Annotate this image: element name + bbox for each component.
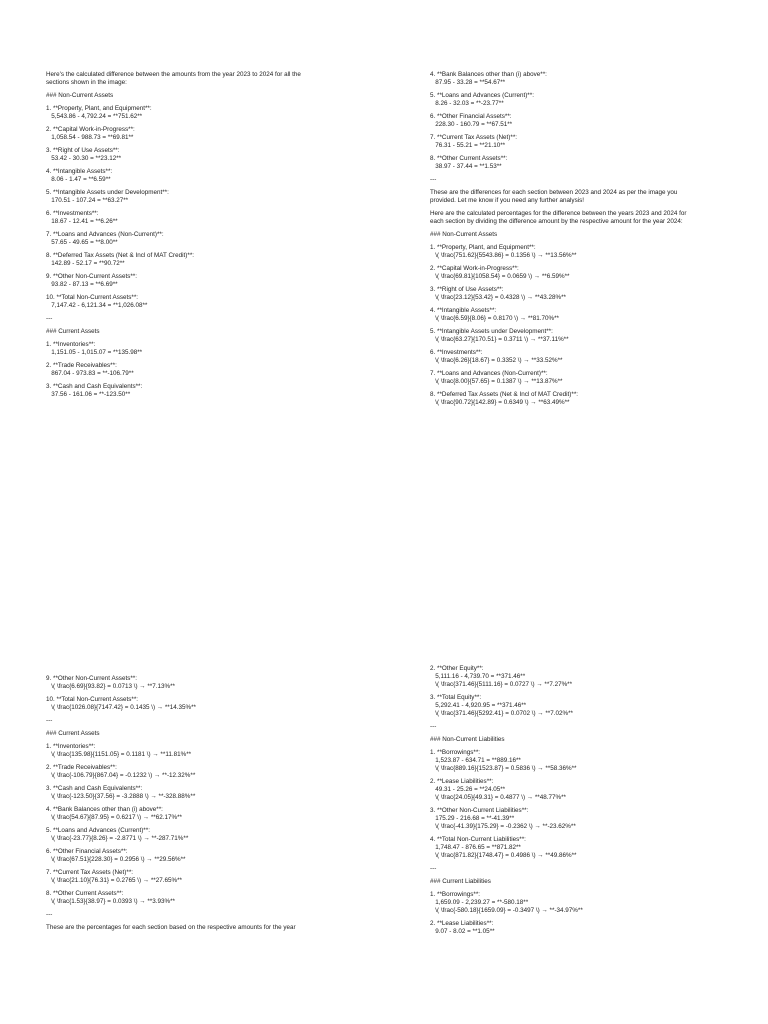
text-line: 1,151.05 - 1,015.07 = **135.98** — [46, 349, 143, 356]
text-line: \( \frac{135.98}{1151.05} = 0.1181 \) → **11.81%** — [46, 751, 192, 758]
text-block — [430, 349, 730, 365]
text-block — [46, 717, 346, 725]
text-line: 1. **Property, Plant, and Equipment**: — [46, 105, 152, 112]
text-line: 7. **Current Tax Assets (Net)**: — [430, 134, 518, 141]
text-block — [430, 370, 730, 386]
text-line: 1,058.54 - 988.73 = **69.81** — [46, 134, 134, 141]
text-line: 6. **Investments**: — [46, 210, 99, 217]
text-block — [430, 749, 730, 773]
text-line: \( \frac{1026.08}{7147.42} = 0.1435 \) → **14.35%** — [46, 704, 197, 711]
text-line: 18.67 - 12.41 = **6.26** — [46, 218, 118, 225]
text-line: 9. **Other Non-Current Assets**: — [46, 273, 137, 280]
text-block — [430, 244, 730, 260]
text-line: 7. **Loans and Advances (Non-Current)**: — [46, 231, 164, 238]
text-line: 1. **Inventories**: — [46, 341, 96, 348]
text-line: 2. **Other Equity**: — [430, 665, 484, 672]
paragraph-gap — [430, 407, 730, 412]
text-line: 5,543.86 - 4,792.24 = **751.62** — [46, 113, 143, 120]
text-line: 5. **Intangible Assets under Development**: — [430, 328, 553, 335]
text-block — [430, 694, 730, 718]
text-line: ### Current Liabilities — [430, 878, 491, 885]
text-line: \( \frac{67.51}{228.30} = 0.2956 \) → **29.56%** — [46, 856, 186, 863]
text-block — [430, 920, 730, 936]
text-line: 10. **Total Non-Current Assets**: — [46, 294, 139, 301]
text-line: \( \frac{21.10}{76.31} = 0.2765 \) → **27.65%** — [46, 877, 183, 884]
text-line: 53.42 - 30.30 = **23.12** — [46, 155, 122, 162]
text-line: 5,292.41 - 4,920.95 = **371.46** — [430, 702, 527, 709]
text-block — [46, 92, 346, 100]
text-block — [430, 189, 730, 205]
text-block — [430, 210, 730, 226]
text-line: ### Non-Current Assets — [430, 231, 498, 238]
text-block — [46, 785, 346, 801]
text-block — [430, 286, 730, 302]
text-block — [46, 147, 346, 163]
text-line: 170.51 - 107.24 = **63.27** — [46, 197, 129, 204]
text-line: \( \frac{1.53}{38.97} = 0.0393 \) → **3.93%** — [46, 898, 176, 905]
text-line: 7. **Loans and Advances (Non-Current)**: — [430, 370, 548, 377]
text-block — [46, 911, 346, 919]
text-line: 1. **Inventories**: — [46, 743, 96, 750]
text-block — [46, 764, 346, 780]
text-block — [46, 294, 346, 310]
page-bottom-right — [384, 512, 768, 1024]
text-line: \( \frac{-41.39}{175.29} = -0.2362 \) → **-23.62%** — [430, 823, 576, 830]
page-top-left — [0, 0, 384, 512]
text-line: 8. **Deferred Tax Assets (Net & Incl of MAT Credit)**: — [430, 391, 579, 398]
text-line: \( \frac{90.72}{142.89} = 0.6349 \) → **63.49%** — [430, 399, 570, 406]
text-line: 142.89 - 52.17 = **90.72** — [46, 260, 125, 267]
text-line: 3. **Right of Use Assets**: — [430, 286, 504, 293]
text-line: 8.26 - 32.03 = **-23.77** — [430, 100, 504, 107]
text-line: 10. **Total Non-Current Assets**: — [46, 696, 139, 703]
text-line: Here are the calculated percentages for the difference between the years 2023 and 2024 for — [430, 210, 687, 217]
paragraph-gap — [46, 932, 346, 937]
text-block — [46, 189, 346, 205]
text-block — [430, 807, 730, 831]
text-line: 1,748.47 - 876.65 = **871.82** — [430, 844, 521, 851]
text-line: \( \frac{889.16}{1523.87} = 0.5836 \) → **58.36%** — [430, 765, 577, 772]
text-line: 3. **Total Equity**: — [430, 694, 482, 701]
text-line: 2. **Capital Work-in-Progress**: — [46, 126, 135, 133]
text-line: These are the percentages for each section based on the respective amounts for the year — [46, 924, 296, 931]
text-block — [430, 865, 730, 873]
text-line: \( \frac{54.67}{87.95} = 0.6217 \) → **62.17%** — [46, 814, 183, 821]
text-line: 8. **Other Current Assets**: — [430, 155, 508, 162]
text-block — [46, 924, 346, 932]
text-line: \( \frac{871.82}{1748.47} = 0.4986 \) → **49.86%** — [430, 852, 577, 859]
text-line: provided. Let me know if you need any further analysis! — [430, 197, 585, 204]
text-line: 4. **Bank Balances other than (i) above**: — [430, 71, 547, 78]
page-content — [46, 675, 346, 937]
text-block — [46, 328, 346, 336]
text-line: 4. **Intangible Assets**: — [46, 168, 113, 175]
text-line: \( \frac{371.46}{5111.16} = 0.0727 \) → **7.27%** — [430, 681, 573, 688]
text-line: \( \frac{371.46}{5292.41} = 0.0702 \) → **7.02%** — [430, 710, 574, 717]
text-block — [430, 891, 730, 915]
text-block — [46, 71, 346, 87]
text-line: \( \frac{-106.79}{867.04} = -0.1232 \) → **-12.32%** — [46, 772, 196, 779]
text-line: 2. **Trade Receivables**: — [46, 362, 117, 369]
text-line: Here's the calculated difference between the amounts from the year 2023 to 2024 for all the — [46, 71, 301, 78]
text-line: 3. **Right of Use Assets**: — [46, 147, 120, 154]
text-block — [46, 315, 346, 323]
text-line: \( \frac{-123.50}{37.56} = -3.2888 \) → **-328.88%** — [46, 793, 196, 800]
text-line: 4. **Bank Balances other than (i) above**: — [46, 806, 163, 813]
text-block — [430, 723, 730, 731]
text-line: 49.31 - 25.26 = **24.05** — [430, 786, 506, 793]
page-top-right — [384, 0, 768, 512]
text-block — [46, 252, 346, 268]
text-block — [430, 665, 730, 689]
text-line: \( \frac{6.69}{93.82} = 0.0713 \) → **7.13%** — [46, 683, 176, 690]
text-line: ### Current Assets — [46, 328, 100, 335]
text-block — [46, 696, 346, 712]
text-line: --- — [46, 911, 53, 918]
text-line: \( \frac{-580.18}{1659.09} = -0.3497 \) → **-34.97%** — [430, 907, 583, 914]
text-block — [46, 848, 346, 864]
text-line: 6. **Other Financial Assets**: — [430, 113, 512, 120]
text-line: 3. **Cash and Cash Equivalents**: — [46, 383, 143, 390]
text-line: 8.06 - 1.47 = **6.59** — [46, 176, 111, 183]
text-line: 2. **Lease Liabilities**: — [430, 920, 494, 927]
text-line: 4. **Total Non-Current Liabilities**: — [430, 836, 526, 843]
text-line: 87.95 - 33.28 = **54.67** — [430, 79, 506, 86]
text-line: \( \frac{751.62}{5543.86} = 0.1356 \) → **13.56%** — [430, 252, 577, 259]
text-block — [430, 71, 730, 87]
paragraph-gap — [46, 399, 346, 404]
text-line: --- — [430, 176, 437, 183]
text-block — [46, 743, 346, 759]
text-line: 5. **Intangible Assets under Development**: — [46, 189, 169, 196]
text-block — [430, 92, 730, 108]
text-block — [46, 869, 346, 885]
text-line: 5. **Loans and Advances (Current)**: — [46, 827, 150, 834]
text-line: 7. **Current Tax Assets (Net)**: — [46, 869, 134, 876]
text-line: --- — [430, 865, 437, 872]
text-block — [430, 736, 730, 744]
text-line: each section by dividing the difference amount by the respective amount for the year 2024: — [430, 218, 683, 225]
text-line: 4. **Intangible Assets**: — [430, 307, 497, 314]
text-block — [430, 176, 730, 184]
text-block — [430, 391, 730, 407]
text-line: --- — [46, 315, 53, 322]
text-line: \( \frac{63.27}{170.51} = 0.3711 \) → **37.11%** — [430, 336, 569, 343]
text-line: 76.31 - 55.21 = **21.10** — [430, 142, 506, 149]
text-block — [46, 827, 346, 843]
text-line: 2. **Lease Liabilities**: — [430, 778, 494, 785]
text-block — [430, 134, 730, 150]
text-block — [46, 210, 346, 226]
text-block — [430, 307, 730, 323]
text-block — [46, 806, 346, 822]
text-line: 9. **Other Non-Current Assets**: — [46, 675, 137, 682]
text-line: These are the differences for each section between 2023 and 2024 as per the image you — [430, 189, 678, 196]
text-line: 8. **Other Current Assets**: — [46, 890, 124, 897]
text-block — [46, 730, 346, 738]
text-line: sections shown in the image: — [46, 79, 127, 86]
text-block — [430, 231, 730, 239]
text-block — [430, 155, 730, 171]
text-line: 5,111.16 - 4,739.70 = **371.46** — [430, 673, 526, 680]
text-block — [46, 126, 346, 142]
page-bottom-left — [0, 512, 384, 1024]
text-block — [430, 113, 730, 129]
text-line: 6. **Other Financial Assets**: — [46, 848, 128, 855]
text-line: 1. **Property, Plant, and Equipment**: — [430, 244, 536, 251]
text-block — [430, 328, 730, 344]
text-line: --- — [430, 723, 437, 730]
text-line: 1,523.87 - 634.71 = **889.16** — [430, 757, 521, 764]
text-line: ### Non-Current Liabilities — [430, 736, 505, 743]
page-content — [430, 71, 730, 412]
text-line: \( \frac{6.59}{8.06} = 0.8170 \) → **81.70%** — [430, 315, 560, 322]
text-line: 8. **Deferred Tax Assets (Net & Incl of MAT Credit)**: — [46, 252, 195, 259]
text-block — [46, 231, 346, 247]
text-line: 3. **Other Non-Current Liabilities**: — [430, 807, 529, 814]
text-block — [46, 383, 346, 399]
text-line: 3. **Cash and Cash Equivalents**: — [46, 785, 143, 792]
text-line: 2. **Capital Work-in-Progress**: — [430, 265, 519, 272]
text-line: 5. **Loans and Advances (Current)**: — [430, 92, 534, 99]
text-block — [430, 836, 730, 860]
text-line: 37.56 - 161.06 = **-123.50** — [46, 391, 131, 398]
text-line: \( \frac{8.00}{57.65} = 0.1387 \) → **13.87%** — [430, 378, 563, 385]
text-line: 228.30 - 160.79 = **67.51** — [430, 121, 513, 128]
text-line: 2. **Trade Receivables**: — [46, 764, 117, 771]
text-line: 6. **Investments**: — [430, 349, 483, 356]
text-block — [46, 341, 346, 357]
text-line: 1,659.09 - 2,239.27 = **-580.18** — [430, 899, 529, 906]
text-line: 1. **Borrowings**: — [430, 891, 481, 898]
text-block — [46, 675, 346, 691]
text-line: 7,147.42 - 6,121.34 = **1,026.08** — [46, 302, 148, 309]
text-block — [430, 878, 730, 886]
text-line: 57.65 - 49.65 = **8.00** — [46, 239, 118, 246]
text-block — [46, 890, 346, 906]
page-content — [46, 71, 346, 404]
text-block — [46, 168, 346, 184]
text-line: 38.97 - 37.44 = **1.53** — [430, 163, 502, 170]
text-block — [430, 778, 730, 802]
text-line: ### Non-Current Assets — [46, 92, 114, 99]
text-line: --- — [46, 717, 53, 724]
paragraph-gap — [430, 936, 730, 941]
text-line: \( \frac{6.26}{18.67} = 0.3352 \) → **33.52%** — [430, 357, 563, 364]
text-line: 93.82 - 87.13 = **6.69** — [46, 281, 118, 288]
text-block — [46, 273, 346, 289]
text-line: ### Current Assets — [46, 730, 100, 737]
text-line: \( \frac{23.12}{53.42} = 0.4328 \) → **43.28%** — [430, 294, 567, 301]
text-block — [46, 105, 346, 121]
text-line: 1. **Borrowings**: — [430, 749, 481, 756]
text-block — [46, 362, 346, 378]
text-line: \( \frac{69.81}{1058.54} = 0.0659 \) → **6.59%** — [430, 273, 570, 280]
text-line: \( \frac{24.05}{49.31} = 0.4877 \) → **48.77%** — [430, 794, 567, 801]
text-block — [430, 265, 730, 281]
page-content — [430, 665, 730, 941]
text-line: 9.07 - 8.02 = **1.05** — [430, 928, 495, 935]
text-line: 175.29 - 216.68 = **-41.39** — [430, 815, 515, 822]
text-line: 867.04 - 973.83 = **-106.79** — [46, 370, 134, 377]
text-line: \( \frac{-23.77}{8.26} = -2.8771 \) → **-287.71%** — [46, 835, 189, 842]
